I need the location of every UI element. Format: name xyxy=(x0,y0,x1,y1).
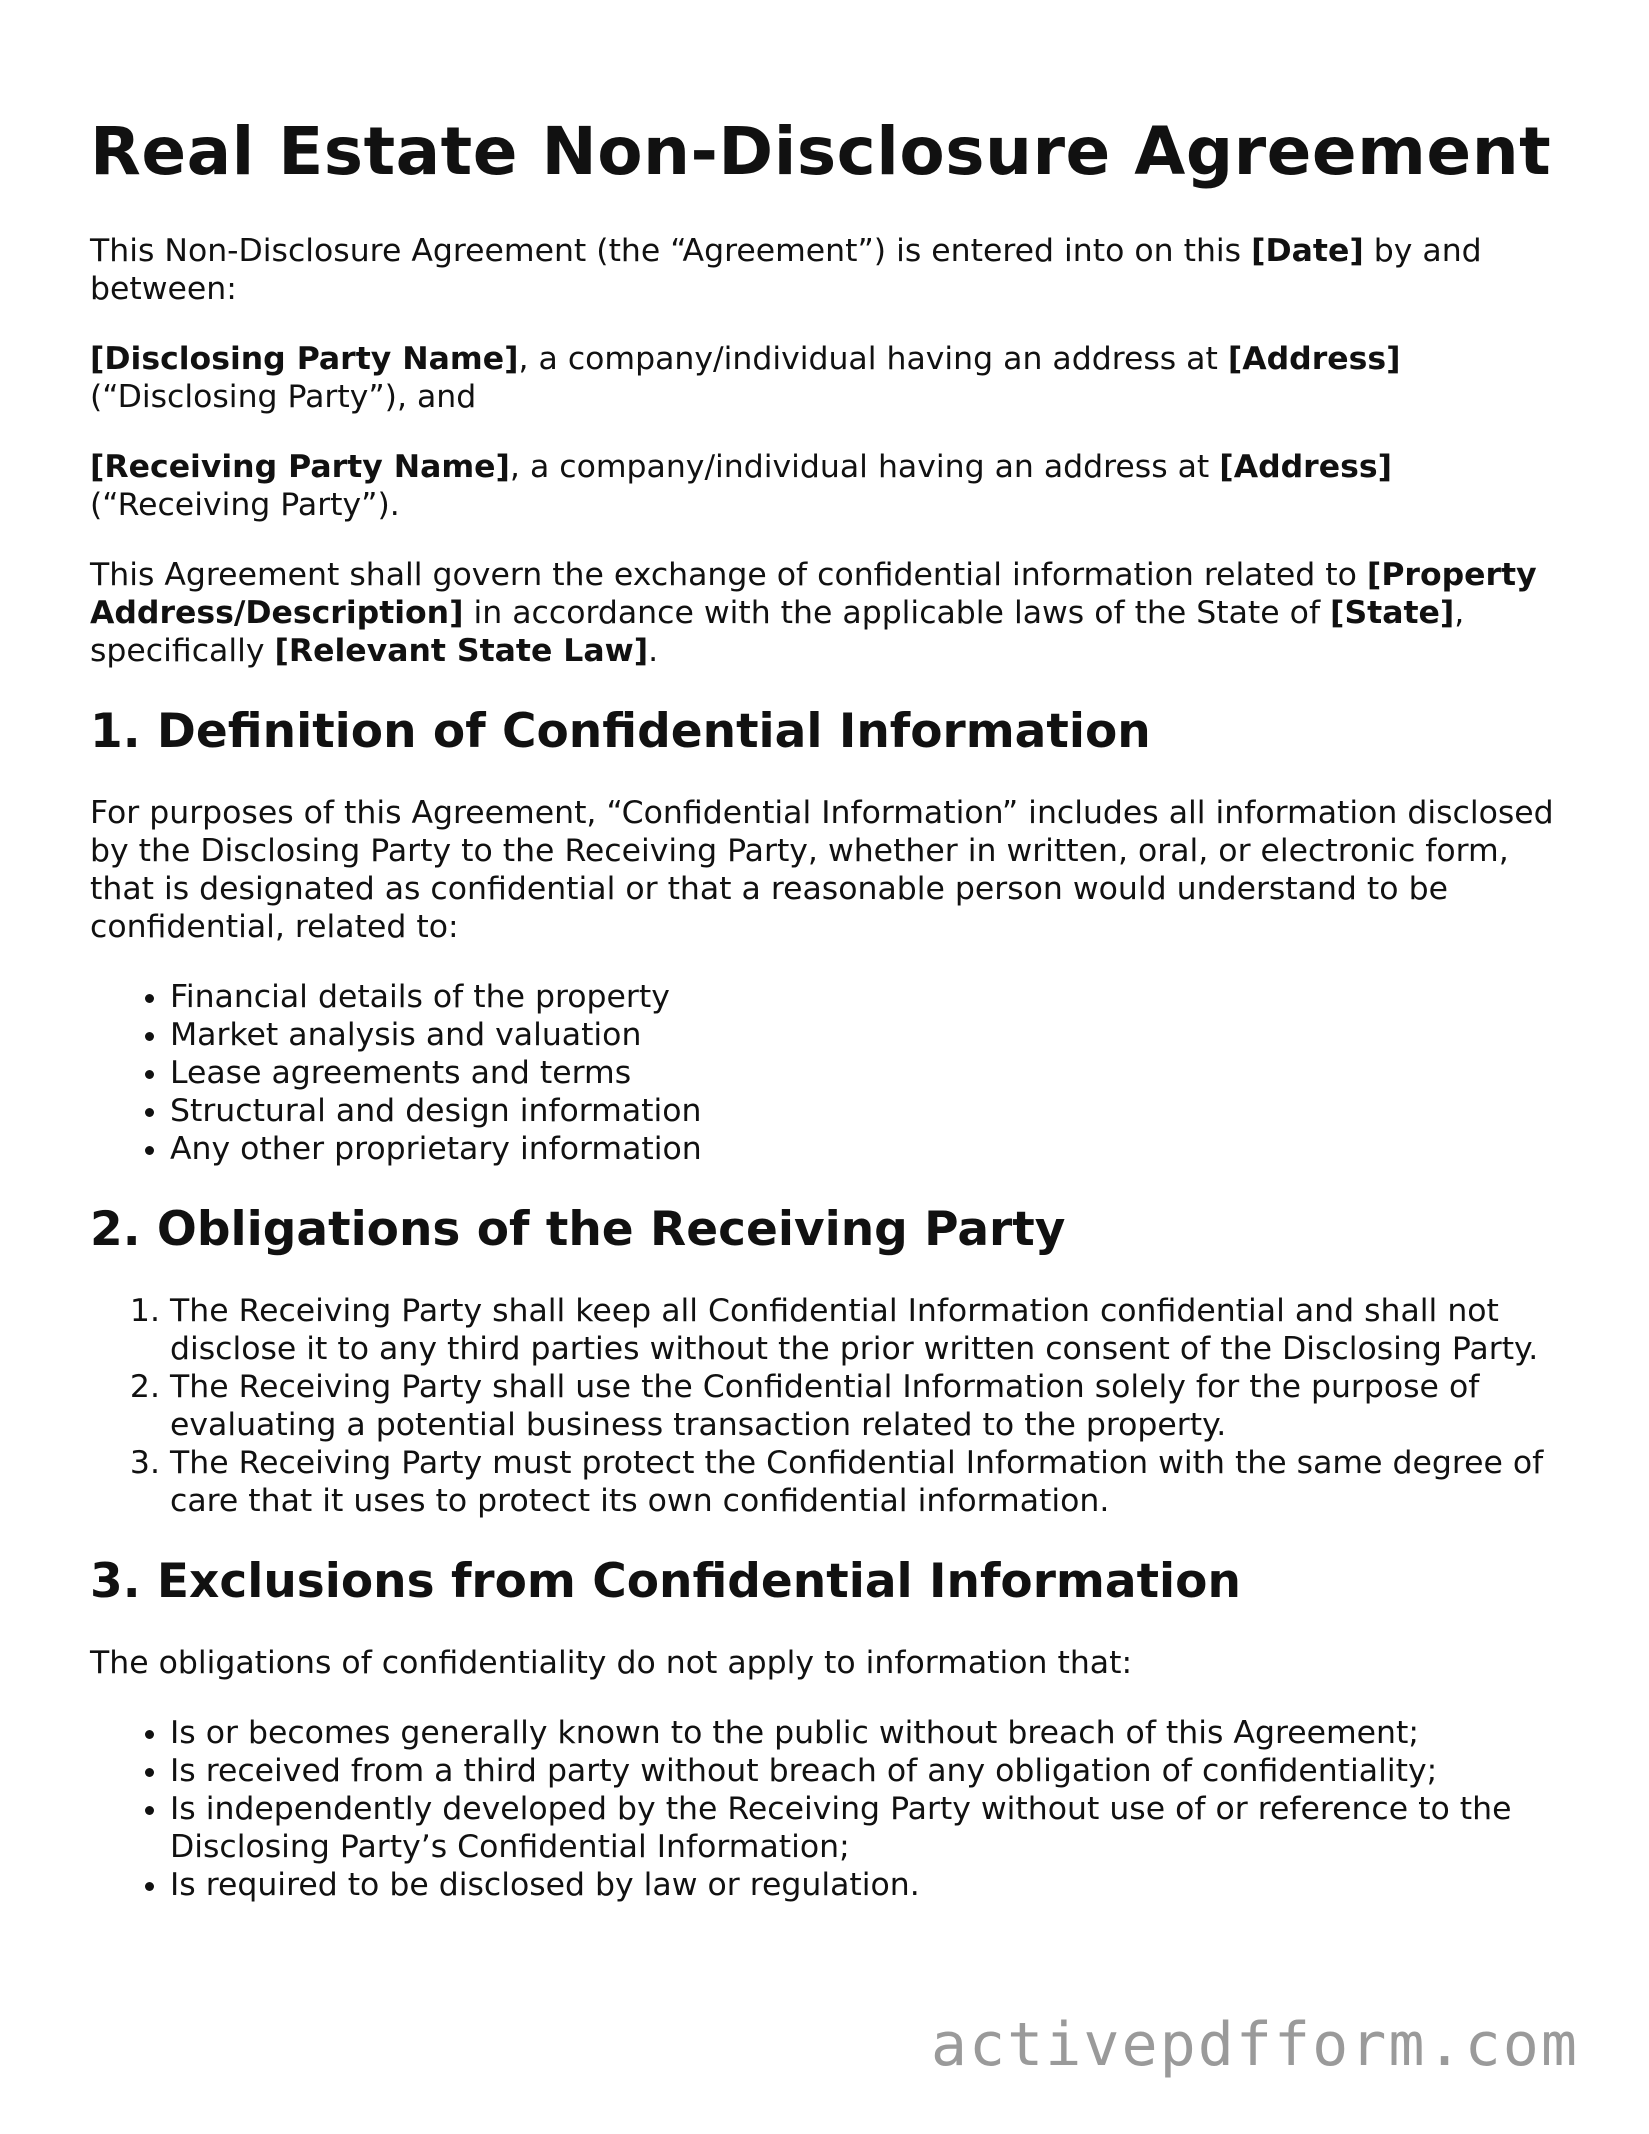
section-3-list xyxy=(90,1714,1560,1904)
governing-text-2: in accordance with the applicable laws of the State of xyxy=(463,595,1331,631)
list-item: 3. The Receiving Party must protect the Confidential Information with the same degree of care that it uses to protect its own confidential information. xyxy=(170,1444,1560,1520)
section-2-list xyxy=(90,1292,1560,1520)
list-item: • Financial details of the property xyxy=(170,978,1560,1016)
list-item: • Is received from a third party without breach of any obligation of confidentiality; xyxy=(170,1752,1560,1790)
receiving-text-1: , a company/individual having an address at xyxy=(509,449,1220,485)
receiving-address-placeholder: [Address] xyxy=(1219,449,1392,485)
document-page xyxy=(90,110,1560,1936)
receiving-party-paragraph xyxy=(90,448,1560,524)
disclosing-party-paragraph xyxy=(90,340,1560,416)
receiving-text-2: (“Receiving Party”). xyxy=(90,487,400,523)
document-title: Real Estate Non-Disclosure Agreement xyxy=(90,113,1552,190)
list-item: • Any other proprietary information xyxy=(170,1130,1560,1168)
disclosing-text-1: , a company/individual having an address at xyxy=(518,341,1228,377)
list-item: • Is independently developed by the Receiving Party without use of or reference to the Disclosing Party’s Confidential Information; xyxy=(170,1790,1560,1866)
governing-text-1: This Agreement shall govern the exchange of confidential information related to xyxy=(90,557,1367,593)
list-item: • Lease agreements and terms xyxy=(170,1054,1560,1092)
section-2-heading: 2. Obligations of the Receiving Party xyxy=(90,1202,1066,1257)
state-law-placeholder: [Relevant State Law] xyxy=(274,633,649,669)
section-1-list xyxy=(90,978,1560,1168)
intro-paragraph xyxy=(90,232,1560,308)
list-item: 1. The Receiving Party shall keep all Confidential Information confidential and shall not disclose it to any third parties without the prior written consent of the Disclosing Party. xyxy=(170,1292,1560,1368)
section-3-heading: 3. Exclusions from Confidential Information xyxy=(90,1554,1241,1609)
intro-text-2: by and between: xyxy=(90,233,1482,307)
section-3-paragraph: The obligations of confidentiality do not apply to information that: xyxy=(90,1645,1133,1681)
disclosing-text-2: (“Disclosing Party”), and xyxy=(90,379,477,415)
receiving-party-name-placeholder: [Receiving Party Name] xyxy=(90,449,510,485)
state-placeholder: [State] xyxy=(1330,595,1455,631)
list-item: • Structural and design information xyxy=(170,1092,1560,1130)
list-item: • Is or becomes generally known to the public without breach of this Agreement; xyxy=(170,1714,1560,1752)
governing-text-4: . xyxy=(648,633,659,669)
section-1-heading: 1. Definition of Confidential Information xyxy=(90,704,1151,759)
section-1-paragraph: For purposes of this Agreement, “Confidential Information” includes all information disclosed by the Disclosing Party to the Receiving Party, whether in written, oral, or electronic form, that is designated as confidential or that a reasonable person would understand to be confidential, related to: xyxy=(90,795,1554,945)
governing-text-3: , specifically xyxy=(90,595,1465,669)
list-item: • Is required to be disclosed by law or regulation. xyxy=(170,1866,1560,1904)
list-item: • Market analysis and valuation xyxy=(170,1016,1560,1054)
disclosing-party-name-placeholder: [Disclosing Party Name] xyxy=(90,341,519,377)
watermark: activepdfform.com xyxy=(930,2010,1579,2080)
disclosing-address-placeholder: [Address] xyxy=(1227,341,1401,377)
list-item: 2. The Receiving Party shall use the Confidential Information solely for the purpose of evaluating a potential business transaction related to the property. xyxy=(170,1368,1560,1444)
date-placeholder: [Date] xyxy=(1251,233,1364,269)
property-placeholder: [Property Address/Description] xyxy=(90,557,1537,631)
intro-text-1: This Non-Disclosure Agreement (the “Agreement”) is entered into on this xyxy=(90,233,1252,269)
governing-paragraph xyxy=(90,556,1560,670)
